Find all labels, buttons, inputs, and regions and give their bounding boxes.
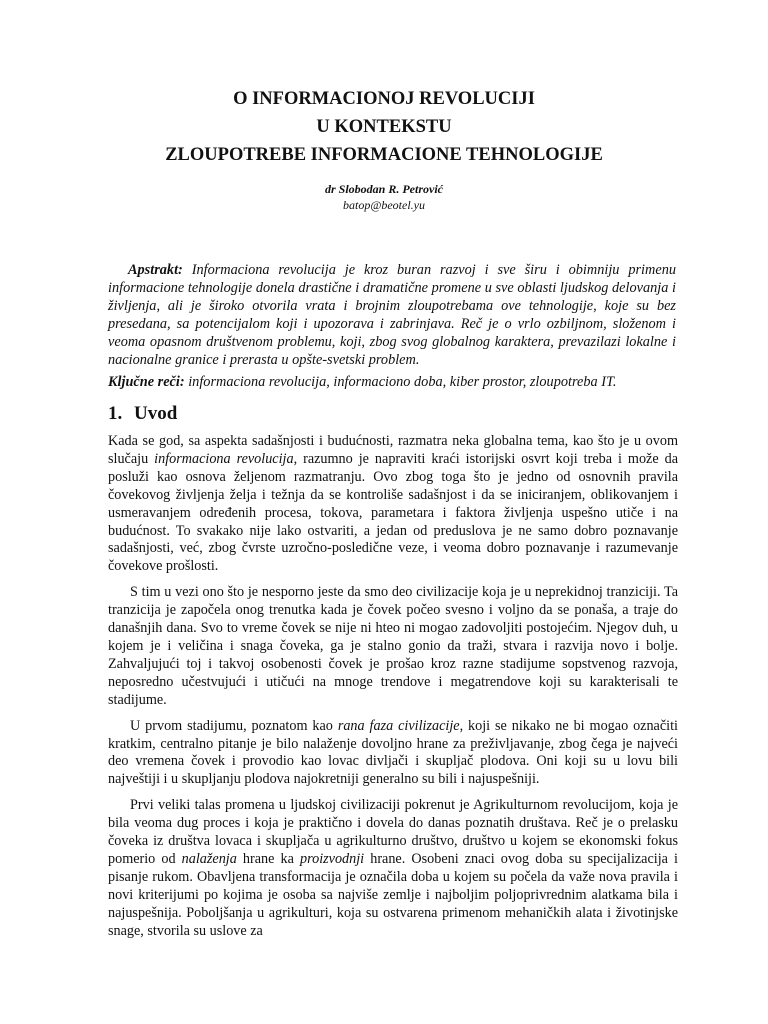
keywords [108, 373, 676, 391]
text-run: hrane ka [236, 850, 301, 867]
title-line-3: ZLOUPOTREBE INFORMACIONE TEHNOLOGIJE [165, 145, 603, 165]
section-heading [108, 402, 177, 426]
keywords-label: Ključne reči: [108, 374, 185, 390]
emphasis: informaciona revolucija [154, 450, 294, 467]
paragraph [108, 718, 678, 790]
body-text [108, 433, 678, 948]
keywords-text: informaciona revolucija, informaciono doba, kiber prostor, zloupotreba IT. [184, 374, 617, 390]
text-run: U prvom stadijumu, poznatom kao [130, 717, 338, 734]
abstract-text: Informaciona revolucija je kroz buran razvoj i sve širu i obimniju primenu informacione tehnologije donela drastične i dramatične promene u sve oblasti ljudskog delovanja i življenja, ali je široko otvorila vrata i brojnim zloupotrebama ove tehnologije, koje su bez presedana, sa potencijalom koji i upozorava i zabrinjava. Reč je o vrlo ozbiljnom, složenom i veoma opasnom društvenom problemu, koji, zbog svog globalnog karaktera, prevazilazi lokalne i nacionalne granice i prerasta u opšte-svetski problem. [108, 262, 676, 368]
emphasis: nalaženja [181, 850, 237, 867]
title-line-2: U KONTEKSTU [316, 117, 452, 137]
paper-title [0, 85, 768, 169]
author-email: batop@beotel.yu [342, 198, 426, 212]
paragraph [108, 433, 678, 576]
section-title: Uvod [134, 403, 178, 424]
section-number: 1. [108, 403, 123, 424]
abstract [108, 262, 676, 369]
text-run: , razumno je napraviti kraći istorijski osvrt koji treba i može da posluži kao osnova željenom razmatranju. Ovo zbog toga što je jedno od osnovnih pravila čovekovog življenja želja i težnja da se kontroliše sadašnjost i da se iniciranjem, oblikovanjem i usmeravanjem određenih procesa, tokova, parametara i faktora življenja uspešno utiče i na budućnost. To svakako nije lako ostvariti, a jedan od preduslova je ne samo dobro poznavanje sadašnjosti, već, zbog čvrste uzročno-posledične veze, i veoma dobro poznavanje i razumevanje čovekove prošlosti. [108, 450, 678, 575]
paragraph: S tim u vezi ono što je nesporno jeste da smo deo civilizacije koja je u neprekidnoj tranziciji. Ta tranzicija je započela onog trenutka kada je čovek počeo svesno i voljno da se ponaša, a traje do današnjih dana. Svo to vreme čovek se nije ni hteo ni mogao zadovoljiti postojećim. Njegov duh, u kojem je i veličina i snaga čoveka, ga je stalno gonio da traži, stvara i razvija novo i bolje. Zahvaljujući toj i takvoj osobenosti čovek je prošao kroz razne stadijume sopstvenog razvoja, neposredno učestvujući i utičući na mnoge trendove i megatrendove koji su karakterisali te stadijume. [108, 584, 678, 708]
title-line-1: O INFORMACIONOJ REVOLUCIJI [233, 89, 535, 109]
emphasis: rana faza civilizacije [337, 717, 460, 734]
abstract-label: Apstrakt: [128, 262, 183, 278]
text-run: hrane. Osobeni znaci ovog doba su specijalizacija i pisanje rukom. Obavljena transformacija je označila doba u kojem su počela da važe nova pravila i novi kriterijumi po kojima je osoba sa najviše zemlje i najboljim poljoprivrednim alatkama bila i najuspešnija. Poboljšanja u agrikulturi, koja su ostvarena primenom mehaničkih alata i životinjske snage, stvorila su uslove za [108, 850, 678, 939]
author-name: dr Slobodan R. Petrović [324, 182, 443, 196]
emphasis: proizvodnji [300, 850, 365, 867]
text-run: Prvi veliki talas promena u ljudskoj civilizaciji pokrenut je Agrikulturnom revolucijom, koja je bila veoma dug proces i koja je praktično i dovela do danas poznatih društava. Reč je o prelasku čoveka iz društva lovaca i skupljača u agrikulturno društvo, društvo u kojem se ekonomski fokus pomerio od [108, 797, 678, 867]
text-run: , koji se nikako ne bi mogao označiti kratkim, centralno pitanje je bilo nalaženje dovoljno hrane za preživljavanje, zbog čega je najveći deo vremena čovek i provodio kao lovac divljači i skupljač plodova. Oni koji su u lovu bili najveštiji i u skupljanju plodova najokretniji generalno su bili i najuspešniji. [108, 717, 678, 788]
text-run: Kada se god, sa aspekta sadašnjosti i budućnosti, razmatra neka globalna tema, kao što je u ovom slučaju [108, 433, 678, 467]
paragraph [108, 797, 678, 940]
